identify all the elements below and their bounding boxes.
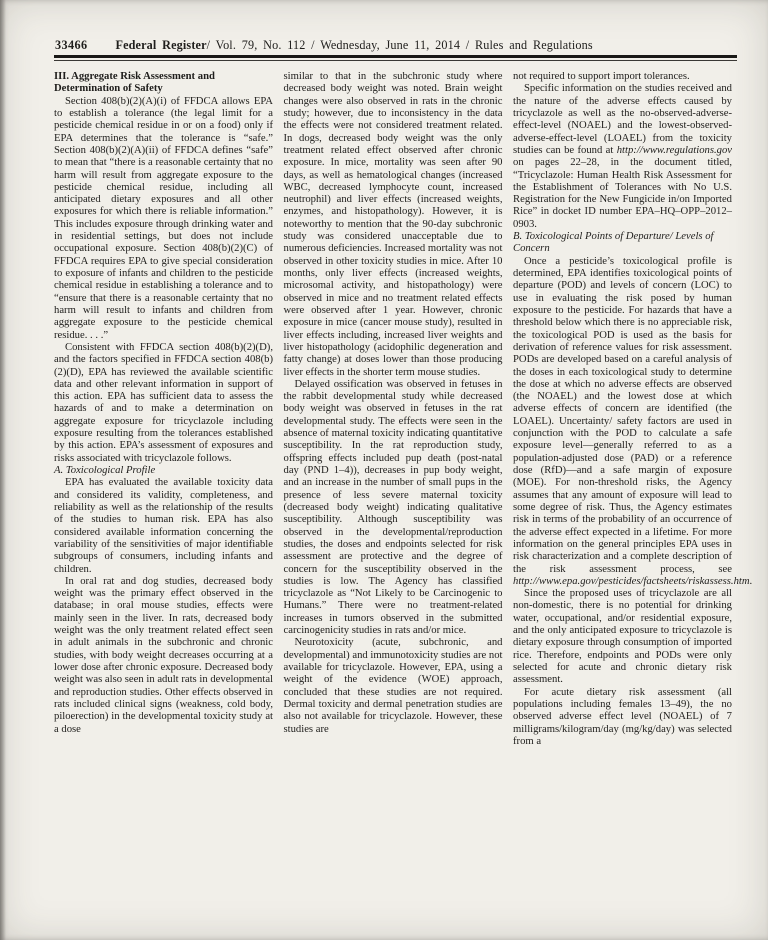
paragraph: EPA has evaluated the available toxicity data and considered its validity, completeness, and reliability as well as the relationship of the results of the studies to human risk. EPA has also considered available information concerning the variability of the sensitivities of major identifiable subgroups of consumers, including infants and children. [54, 477, 273, 575]
paragraph-text: . [749, 575, 753, 587]
paragraph: Consistent with FFDCA section 408(b)(2)(D), and the factors specified in FFDCA section 408(b)(2)(D), EPA has reviewed the available scientific data and other relevant information in support of this action. EPA has sufficient data to assess the hazards of and to make a determination on aggregate exposure for tricyclazole including exposure resulting from the tolerances established by this action. EPA’s assessment of exposures and risks associated with tricyclazole follows. [54, 341, 273, 464]
paragraph: In oral rat and dog studies, decreased body weight was the primary effect observed in the database; in oral mouse studies, effects were mainly seen in the liver. In rats, decreased body weight was the only treatment related effect seen in adult animals in the subchronic and chronic studies, with body weight decreases occurring at a lower dose after chronic exposure. Decreased body weight was also seen in adult rats in developmental and reproduction studies. Other effects observed in rats included clinical signs (weakness, cold body, piloerection) in the developmental toxicity study at a dose [54, 575, 273, 735]
paragraph-continued: similar to that in the subchronic study where decreased body weight was noted. Brain weight changes were also observed in rats in the chronic study; however, due to inconsistency in the data the effects were not considered treatment related. In dogs, decreased body weight was the only treatment related effect observed after chronic exposure. In mice, mortality was seen after 90 days, as well as hematological changes (increased WBC, decreased lymphocyte count, increased neutrophil) and liver effects (increased weights, enzymes, and histopathology). However, it is noteworthy to mention that the 90-day subchronic study was considered unacceptable due to numerous deficiencies. Increased mortality was not observed in other toxicity studies in mice. After 10 months, only liver effects (increased weights, microsomal activity, and histopathology) were observed in mice and no treatment related effects were observed after 1 year. However, chronic exposure in mice (cancer mouse study), resulted in liver effects including, increased liver weights and liver histopathology (acidophilic degeneration and fatty change) at doses lower than those producing liver effects in the shorter term mouse studies. [283, 71, 503, 378]
scan-edge-artifact [0, 0, 6, 940]
header-divider [54, 55, 737, 61]
column-2 [284, 71, 503, 919]
paragraph-text: Specific information on the studies received and the nature of the adverse effects caused by tricyclazole as well as the no-observed-adverse-effect-level (NOAEL) and the lowest-observed-adverse-effect-level (LOAEL) from the toxicity studies can be found at [513, 83, 732, 156]
paragraph: For acute dietary risk assessment (all populations including females 13–49), the no observed adverse effect level (NOAEL) of 7 milligrams/kilogram/day (mg/kg/day) was selected from a [513, 686, 732, 747]
paragraph [513, 255, 753, 588]
paragraph [513, 83, 732, 231]
paragraph: Delayed ossification was observed in fetuses in the rabbit developmental study while decreased body weight was observed in fetuses in the rat developmental study. The effects were seen in the absence of maternal toxicity indicating quantitative susceptibility. In the rat reproduction study, offspring effects included pup death (post-natal day (PND 1–4)), decreases in pup body weight, and an increase in the number of small pups in the presence of less severe maternal toxicity (decreased body weight) indicating qualitative susceptibility. Although susceptibility was observed in the developmental/reproduction studies, the doses and endpoints selected for risk assessment are protective and the degree of concern for the susceptibility observed in the studies is low. The Agency has classified tricyclazole as “Not Likely to be Carcinogenic to Humans.” There were no treatment-related increases in tumors observed in the submitted carcinogenicity studies in rats and/or mice. [283, 378, 503, 637]
section-heading: III. Aggregate Risk Assessment and Determination of Safety [54, 71, 215, 95]
paragraph: Section 408(b)(2)(A)(i) of FFDCA allows EPA to establish a tolerance (the legal limit for a pesticide chemical residue in or on a food) only if EPA determines that the tolerance is “safe.” Section 408(b)(2)(A)(ii) of FFDCA defines “safe” to mean that “there is a reasonable certainty that no harm will result from aggregate exposure to the pesticide chemical residue, including all anticipated dietary exposures and all other exposures for which there is reliable information.” This includes exposure through drinking water and in residential settings, but does not include occupational exposure. Section 408(b)(2)(C) of FFDCA requires EPA to give special consideration to exposure of infants and children to the pesticide chemical residue in establishing a tolerance and to “ensure that there is a reasonable certainty that no harm will result to infants and children from aggregate exposure to the pesticide chemical residue. . . .” [54, 95, 273, 341]
url-text: http://www.epa.gov/pesticides/factsheets/riskassess.htm [513, 575, 750, 587]
issue-info: / Vol. 79, No. 112 / Wednesday, June 11, 2014 / Rules and Regulations [206, 38, 593, 52]
paragraph-text: on pages 22–28, in the document titled, “Tricyclazole: Human Health Risk Assessment for the Establishment of Tolerances with No U.S. Registration for the New Fungicide in/on Imported Rice” in docket ID number EPA–HQ–OPP–2012–0903. [513, 157, 732, 230]
paragraph: Since the proposed uses of tricyclazole are all non-domestic, there is no potential for drinking water, occupational, and/or residential exposure, and the only anticipated exposure to tricyclazole is dietary exposure through consumption of imported rice. Therefore, endpoints and PODs were only selected for acute and chronic dietary risk assessment. [513, 588, 732, 686]
running-header [55, 39, 655, 52]
paragraph-text: Once a pesticide’s toxicological profile is determined, EPA identifies toxicological points of departure (POD) and levels of concern (LOC) to use in evaluating the risk posed by human exposure to the pesticide. For hazards that have a threshold below which there is no appreciable risk, the toxicological POD is used as the basis for derivation of reference values for risk assessment. PODs are developed based on a careful analysis of the doses in each toxicological study to determine the dose at which no adverse effects are observed (the NOAEL) and the lowest dose at which adverse effects of concern are identified (the LOAEL). Uncertainty/ safety factors are used in conjunction with the POD to calculate a safe exposure level—generally referred to as a population-adjusted dose (PAD) or a reference dose (RfD)—and a safe margin of exposure (MOE). For non-threshold risks, the Agency assumes that any amount of exposure will lead to some degree of risk. Thus, the Agency estimates risk in terms of the probability of an occurrence of the adverse effect expected in a lifetime. For more information on the general principles EPA uses in risk characterization and a complete description of the risk assessment process, see [513, 255, 732, 575]
url-text: http://www.regulations.gov [616, 144, 732, 156]
subsection-heading: A. Toxicological Profile [54, 465, 156, 476]
journal-line [115, 39, 592, 52]
column-1 [54, 71, 273, 919]
header-rule-thin [54, 60, 737, 61]
header-rule-thick [54, 55, 737, 58]
column-3 [513, 71, 753, 919]
paragraph-continued: not required to support import tolerances. [513, 71, 690, 82]
journal-title: Federal Register [115, 38, 207, 52]
page-number: 33466 [55, 38, 88, 52]
article-body [54, 71, 753, 919]
paragraph: Neurotoxicity (acute, subchronic, and developmental) and immunotoxicity studies are not available for tricyclazole. However, EPA, using a weight of the evidence (WOE) approach, concluded that these studies are not required. Dermal toxicity and dermal penetration studies are also not available for tricyclazole. However, these studies are [283, 637, 503, 735]
subsection-heading: B. Toxicological Points of Departure/ Levels of Concern [513, 231, 714, 255]
